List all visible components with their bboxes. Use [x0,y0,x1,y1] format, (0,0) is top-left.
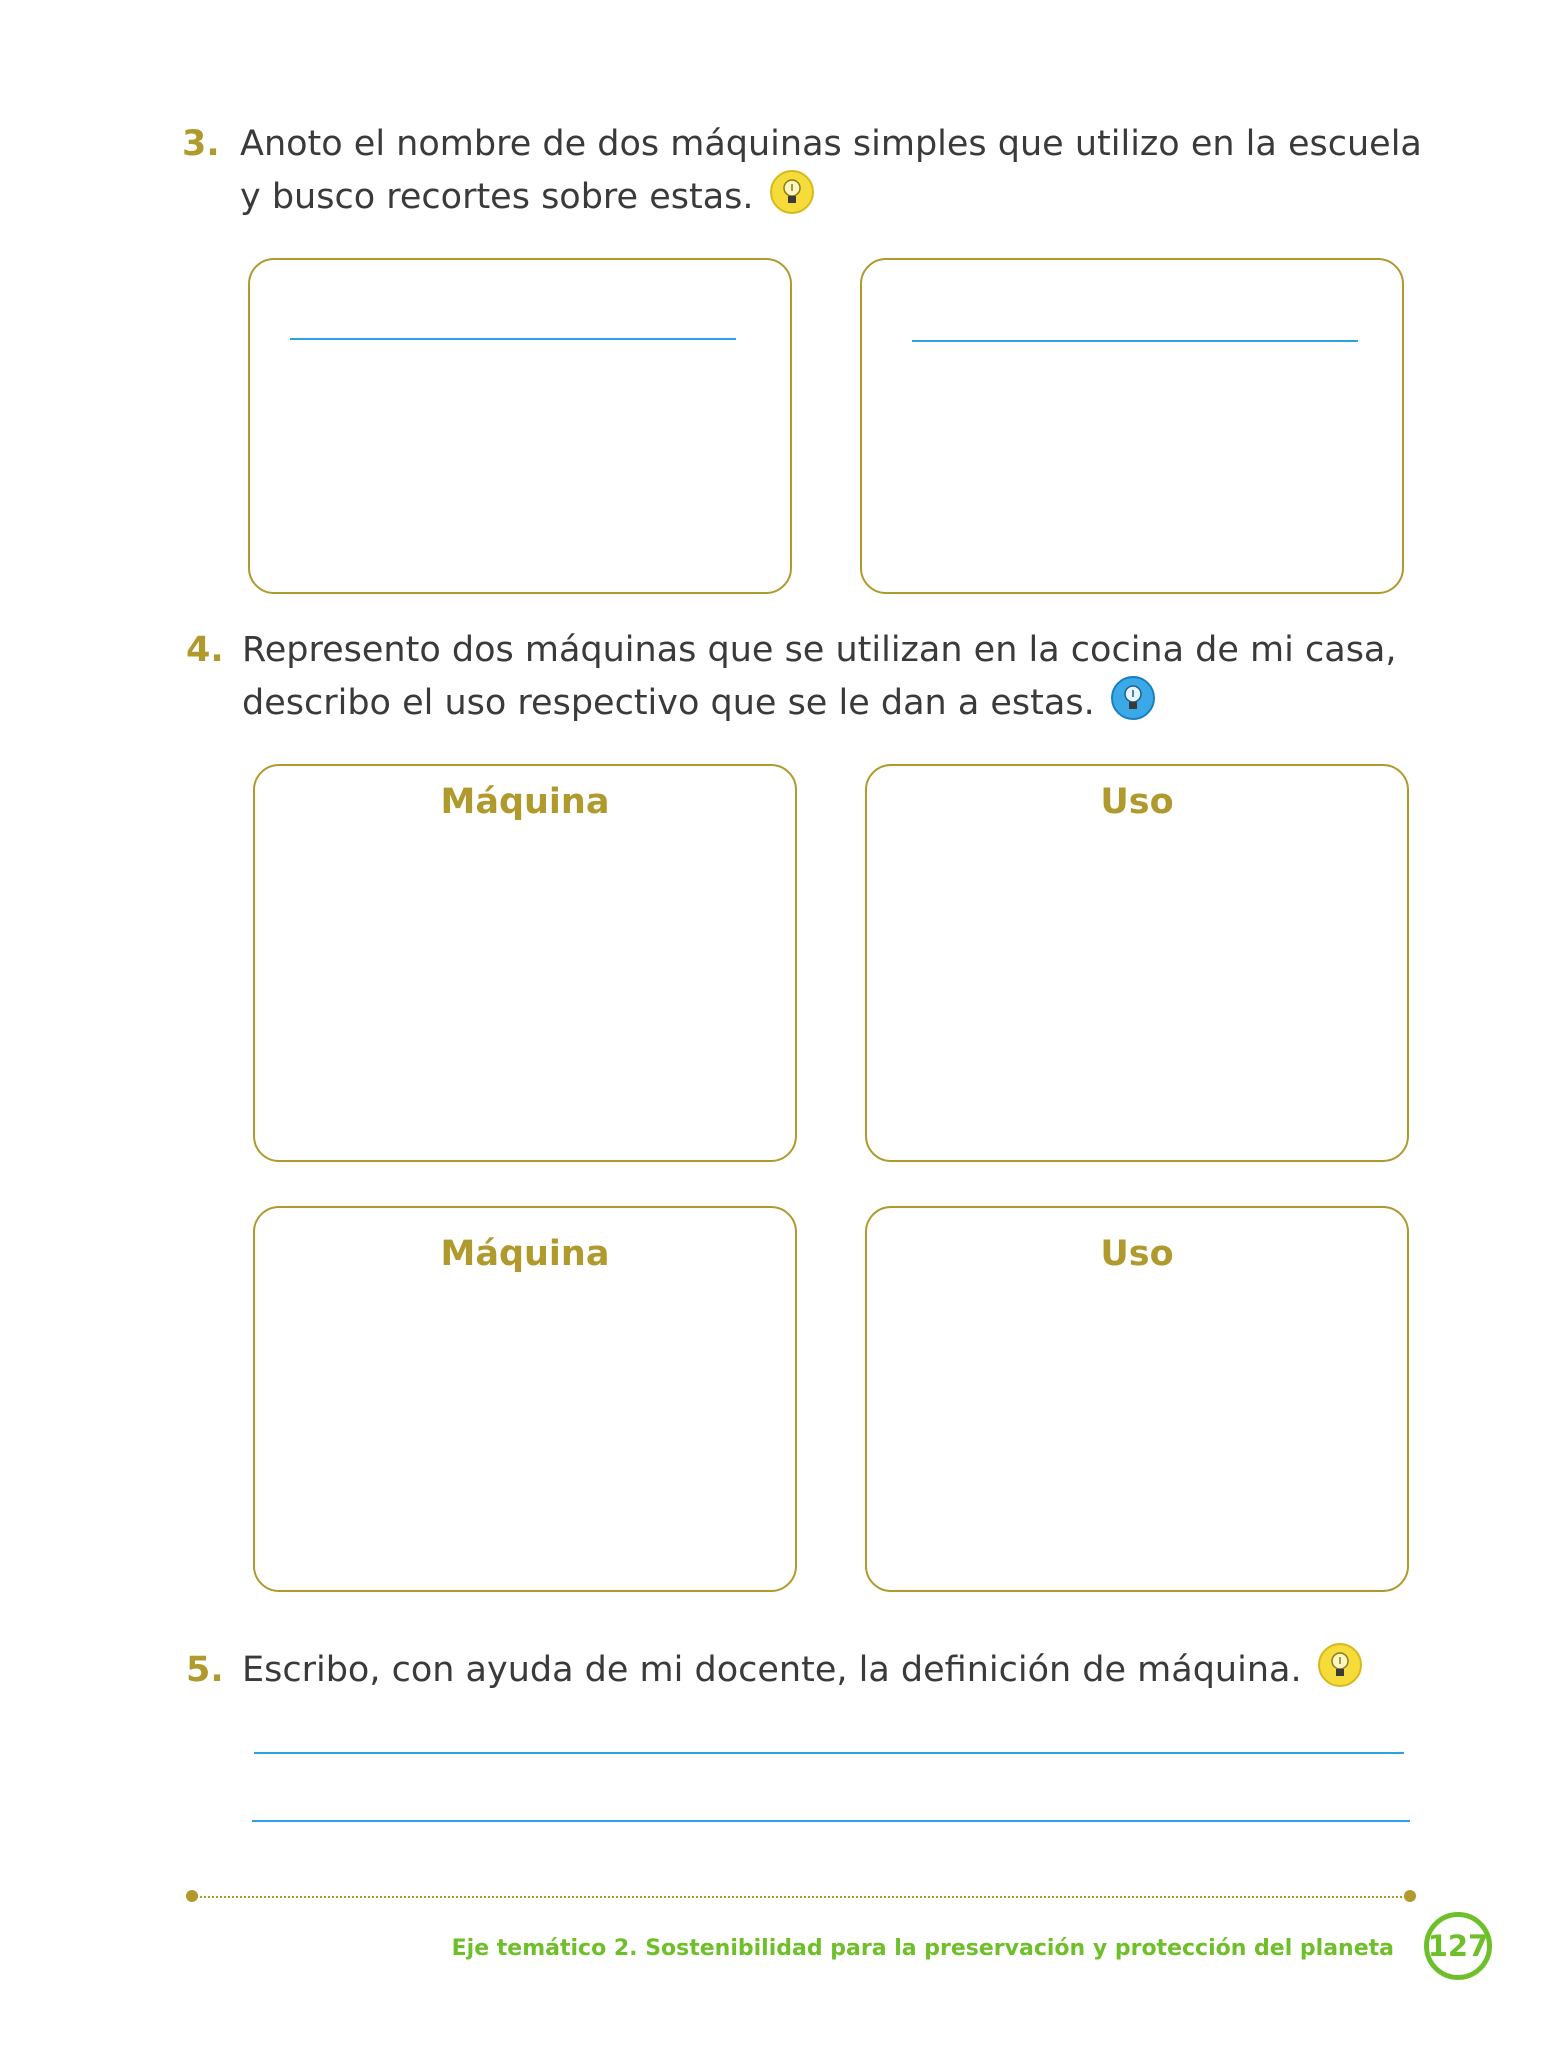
answer-box-2[interactable] [860,258,1404,594]
machine-box-2[interactable] [253,1206,797,1592]
lightbulb-blue-icon [1110,675,1156,721]
machine-box-1[interactable] [253,764,797,1162]
writing-line-1[interactable] [254,1752,1404,1754]
footer-divider [192,1896,1410,1898]
lightbulb-yellow-icon [1317,1642,1363,1688]
footer-divider-dot-left [186,1890,198,1902]
footer-text: Eje temático 2. Sostenibilidad para la preservación y protección del planeta [451,1936,1394,1961]
answer-line[interactable] [290,338,736,340]
lightbulb-yellow-icon [769,169,815,215]
footer-divider-dot-right [1404,1890,1416,1902]
box-title-use: Uso [1100,1234,1174,1274]
question-text-line2-text: describo el uso respectivo que se le dan a estas. [242,683,1095,723]
box-title-use: Uso [1100,782,1174,822]
question-text-line2 [242,677,1156,730]
question-number: 4. [186,630,224,670]
question-3 [182,118,1442,228]
question-number: 3. [182,124,220,164]
question-5 [186,1644,1446,1700]
writing-line-2[interactable] [252,1820,1410,1822]
question-text-line1: Anoto el nombre de dos máquinas simples que utilizo en la escuela [240,124,1422,164]
answer-box-1[interactable] [248,258,792,594]
box-title-machine: Máquina [440,782,610,822]
question-text-line2-text: y busco recortes sobre estas. [240,177,754,217]
box-title-machine: Máquina [440,1234,610,1274]
question-number: 5. [186,1650,224,1690]
question-4 [186,624,1446,734]
use-box-1[interactable] [865,764,1409,1162]
answer-line[interactable] [912,340,1358,342]
question-text-line1 [242,1644,1363,1697]
question-text-line1-text: Escribo, con ayuda de mi docente, la definición de máquina. [242,1650,1302,1690]
question-text-line1: Represento dos máquinas que se utilizan en la cocina de mi casa, [242,630,1397,670]
question-text-line2 [240,171,815,224]
use-box-2[interactable] [865,1206,1409,1592]
page-number: 127 [1424,1912,1492,1980]
